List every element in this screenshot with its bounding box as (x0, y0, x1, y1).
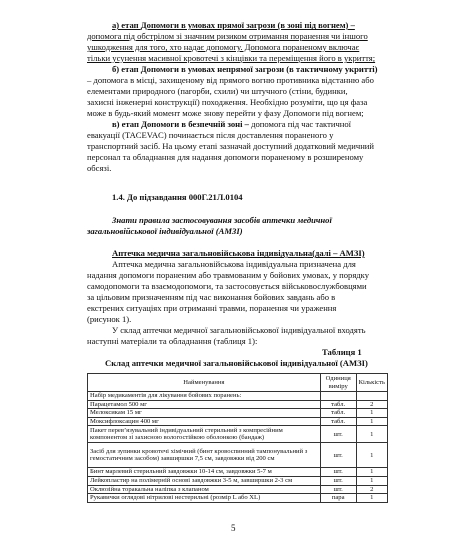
section-title: 1.4. До підзавдання 000Г.21Л.0104 (112, 192, 243, 202)
row-qty: 2 (356, 485, 387, 494)
row-unit: шт. (320, 485, 356, 494)
amzi-p2-line-2: наступні матеріали та обладнання (таблиця 1): (87, 336, 258, 346)
row-unit: шт. (320, 476, 356, 485)
stage-c-line-3: транспортний засіб. На цьому етапі зазначай доступний додатковий медичний (87, 141, 375, 151)
row-unit: табл. (320, 417, 356, 426)
row-name: Мелоксикам 15 мг (88, 409, 321, 418)
table-row (88, 443, 388, 468)
stage-b-line-2: – допомога в місці, захищеному від прямого вогню противника відстанню або (87, 75, 374, 85)
stage-b-heading: б) етап Допомоги в умовах непрямої загрози (в тактичному укритті) (112, 64, 378, 74)
row-name: Парацетамол 500 мг (88, 400, 321, 409)
stage-a-line-1: а) етап Допомоги в умовах прямої загрози (в зоні під вогнем) – (112, 20, 355, 30)
row-qty: 1 (356, 468, 387, 477)
row-qty: 1 (356, 494, 387, 503)
row-unit: пара (320, 494, 356, 503)
stage-a-line-4: тільки усунення масивної кровотечі з кінцівки та переміщення його в укриття; (87, 53, 376, 63)
table-number: Таблиця 1 (322, 347, 362, 357)
row-name: Засіб для зупинки кровотечі хімічний (бинт кровоспинний тампонувальний з гемостатичним засобом) завширшки 7,5 см, завдовжки від 200 см (88, 443, 321, 468)
row-unit: шт. (320, 443, 356, 468)
row-name: Оклюзійна торакальна наліпка з клапаном (88, 485, 321, 494)
amzi-p1-line-2: надання допомоги пораненим або травмованим у бойових умовах, у порядку (87, 270, 370, 280)
table-group-row (88, 392, 388, 401)
stage-c-line-1: в) етап Допомоги в безпечній зоні – допомога під час тактичної (112, 119, 352, 129)
stage-b-line-4: захисні інженерні конструкції) походження. Необхідно розуміти, що ця фаза (87, 97, 368, 107)
amzi-p1-line-6: (рисунок 1). (87, 314, 132, 324)
row-qty: 1 (356, 417, 387, 426)
row-name: Пакет перев’язувальний індивідуальний стерильний з компресійним компонентом зі захисною вологостійкою оболонкою (бандаж) (88, 426, 321, 443)
row-qty: 1 (356, 443, 387, 468)
row-name: Бинт марлевий стерильний завдовжки 10-14 см, завдовжки 5-7 м (88, 468, 321, 477)
header-name: Найменування (88, 374, 321, 392)
amzi-p1-line-3: самодопомоги та взаємодопомоги, та застосовується військовослужбовцями (87, 281, 367, 291)
row-qty: 2 (356, 400, 387, 409)
table-header-row (88, 374, 388, 392)
amzi-p2-line-1: У склад аптечки медичної загальновійськової індивідуальної входять (112, 325, 366, 335)
stage-a-line-2: допомога під обстрілом зі значним ризиком отримання поранення чи іншого (87, 31, 368, 41)
table-row (88, 426, 388, 443)
row-name: Рукавички оглядові нітрилові нестерильні (розмір L або XL) (88, 494, 321, 503)
row-unit: шт. (320, 468, 356, 477)
row-name: Лейкопластир на полімерній основі завдовжки 3-5 м, завширшки 2-3 см (88, 476, 321, 485)
amzi-heading: Аптечка медична загальновійськова індивідуальна(далі – АМЗІ) (112, 248, 365, 258)
stage-b-line-5: може в будь-який момент може знову перейти у фазу Допомоги під вогнем; (87, 108, 364, 118)
table-row (88, 485, 388, 494)
stage-c-line-2: евакуації (TACEVAC) починається після доставлення пораненого у (87, 130, 334, 140)
row-qty: 1 (356, 426, 387, 443)
table-row (88, 494, 388, 503)
row-qty: 1 (356, 476, 387, 485)
amzi-p1-line-5: екстрених ситуаціях при отриманні травми, поранення чи ураження (87, 303, 337, 313)
table-row (88, 476, 388, 485)
table-row (88, 417, 388, 426)
stage-c-line-4: персонал та обладнання для надання допомоги пораненому в розширеному (87, 152, 364, 162)
table-caption: Склад аптечки медичної загальновійськової індивідуальної (АМЗІ) (105, 358, 368, 368)
amzi-p1-line-4: за цільовим призначенням під час виконання бойових завдань або в (87, 292, 336, 302)
table-row (88, 468, 388, 477)
row-unit: шт. (320, 426, 356, 443)
italic-heading-line-2: загальновійськової індивідуальної (АМЗІ) (87, 226, 243, 236)
header-unit: Одиниця виміру (320, 374, 356, 392)
row-qty: 1 (356, 409, 387, 418)
row-unit: табл. (320, 409, 356, 418)
amzi-p1-line-1: Аптечка медична загальновійськова індивідуальна призначена для (112, 259, 356, 269)
header-qty: Кількість (356, 374, 387, 392)
italic-heading-line-1: Знати правила застосовування засобів аптечки медичної (112, 215, 332, 225)
stage-b-line-3: елементами природного (пагорби, схили) чи штучного (стіни, будинки, (87, 86, 348, 96)
row-name: Моксифлоксацин 400 мг (88, 417, 321, 426)
composition-table (87, 373, 388, 503)
table-row (88, 400, 388, 409)
stage-a-line-3: ушкодження для того, хто надає допомогу. Допомога пораненому включає (87, 42, 360, 52)
stage-c-line-5: обсязі. (87, 163, 112, 173)
row-unit: табл. (320, 400, 356, 409)
page-number: 5 (231, 523, 236, 533)
group-label: Набір медикаментів для лікування бойових поранень: (88, 392, 321, 401)
table-row (88, 409, 388, 418)
